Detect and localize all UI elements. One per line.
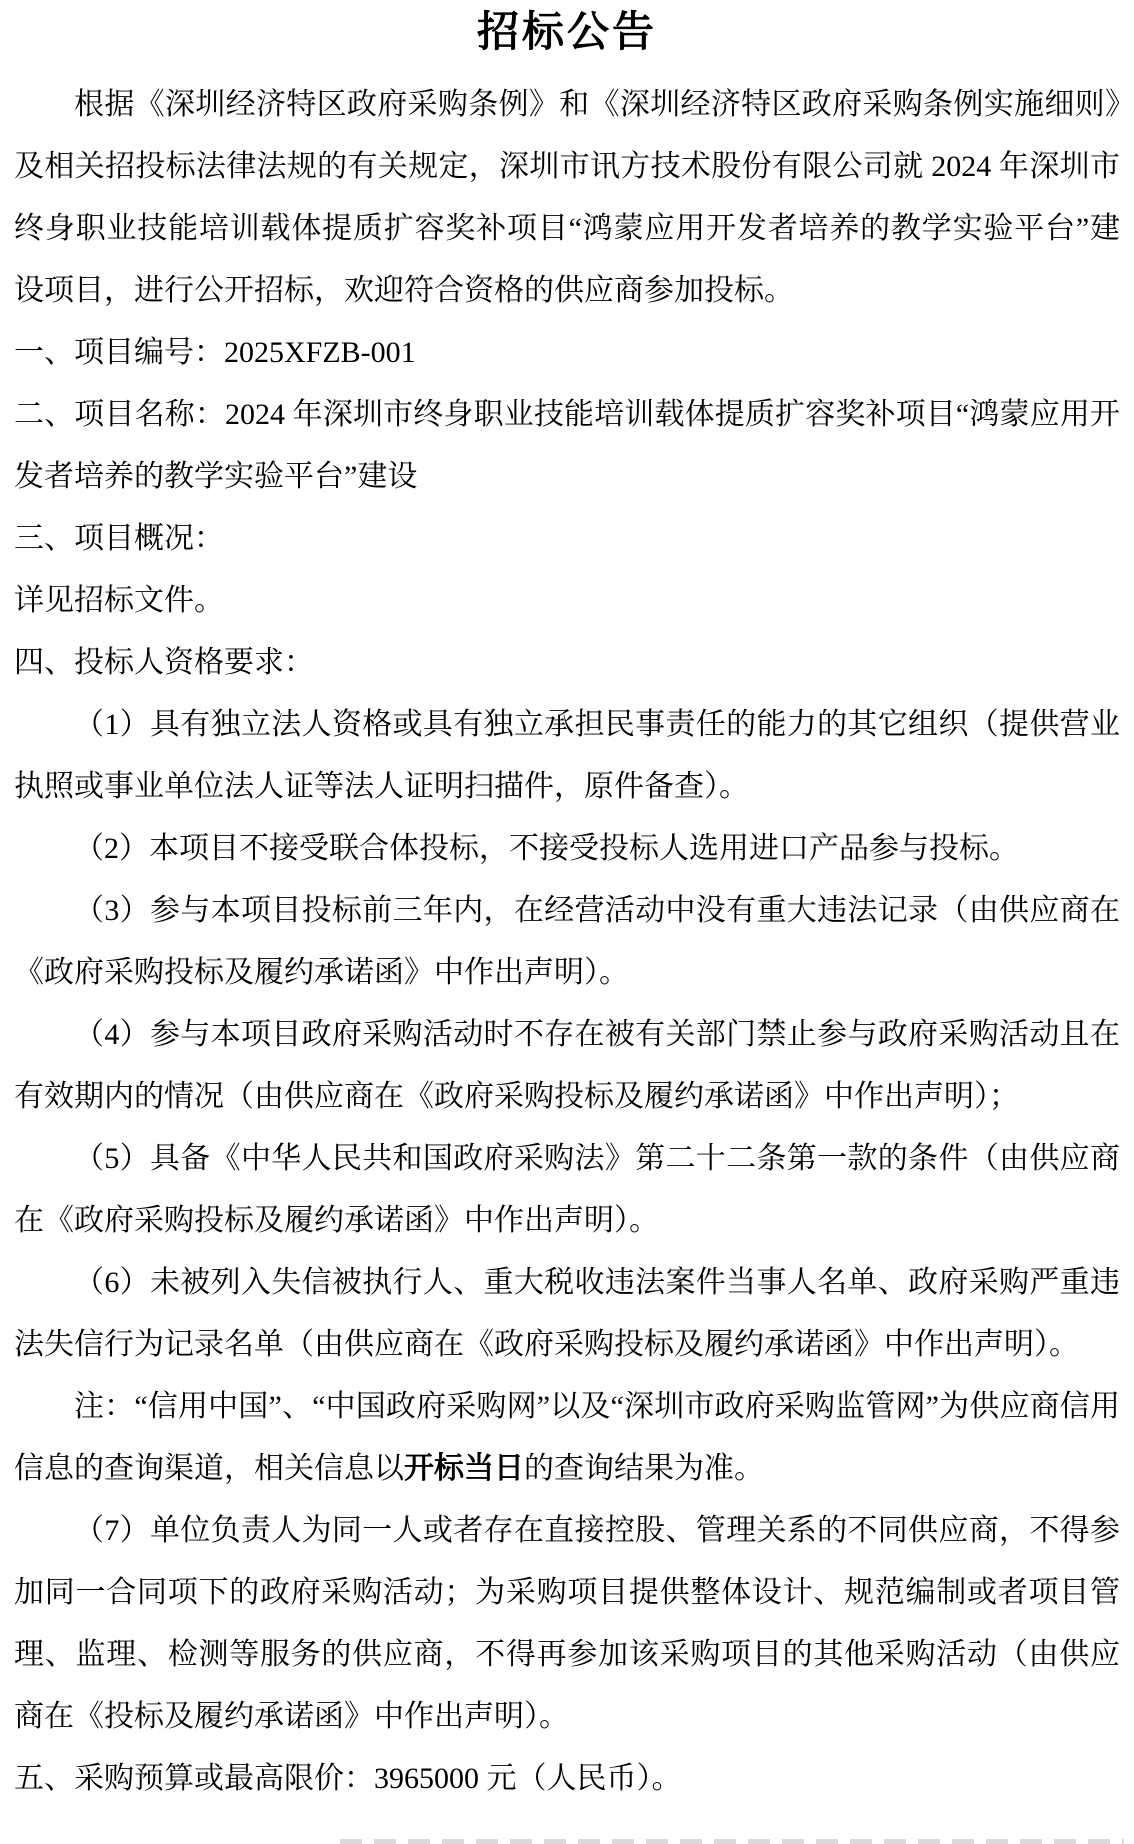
page-title: 招标公告 — [476, 10, 657, 56]
requirement-item-2: （2）本项目不接受联合体投标，不接受投标人选用进口产品参与投标。 — [74, 832, 1019, 865]
requirement-item-3: （3）参与本项目投标前三年内，在经营活动中没有重大违法记录（由供应商在《政府采购投标及履约承诺函》中作出声明）。 — [14, 894, 1120, 989]
section-project-name: 二、项目名称：2024 年深圳市终身职业技能培训载体提质扩容奖补项目“鸿蒙应用开发者培养的教学实验平台”建设 — [14, 398, 1120, 493]
credit-info-note-post: 的查询结果为准。 — [524, 1452, 764, 1485]
section-budget: 五、采购预算或最高限价：3965000 元（人民币）。 — [14, 1762, 682, 1795]
section-project-overview: 三、项目概况： — [14, 522, 224, 555]
credit-info-note — [14, 1376, 1120, 1500]
credit-info-note-pre: 注：“信用中国”、“中国政府采购网”以及“深圳市政府采购监管网”为供应商信用信息的查询渠道，相关信息以 — [14, 1390, 1120, 1485]
clipped-next-line — [340, 1839, 1124, 1844]
overview-detail: 详见招标文件。 — [14, 584, 224, 617]
requirement-item-4: （4）参与本项目政府采购活动时不存在被有关部门禁止参与政府采购活动且在有效期内的情况（由供应商在《政府采购投标及履约承诺函》中作出声明）； — [14, 1018, 1120, 1113]
section-bidder-qualification: 四、投标人资格要求： — [14, 646, 314, 679]
requirement-item-6: （6）未被列入失信被执行人、重大税收违法案件当事人名单、政府采购严重违法失信行为记录名单（由供应商在《政府采购投标及履约承诺函》中作出声明）。 — [14, 1266, 1120, 1361]
requirement-item-7: （7）单位负责人为同一人或者存在直接控股、管理关系的不同供应商，不得参加同一合同项下的政府采购活动；为采购项目提供整体设计、规范编制或者项目管理、监理、检测等服务的供应商，不得再参加该采购项目的其他采购活动（由供应商在《投标及履约承诺函》中作出声明）。 — [14, 1514, 1120, 1733]
section-project-number: 一、项目编号：2025XFZB-001 — [14, 336, 416, 369]
requirement-item-5: （5）具备《中华人民共和国政府采购法》第二十二条第一款的条件（由供应商在《政府采购投标及履约承诺函》中作出声明）。 — [14, 1142, 1120, 1237]
credit-info-note-bold: 开标当日 — [404, 1452, 524, 1485]
intro-paragraph: 根据《深圳经济特区政府采购条例》和《深圳经济特区政府采购条例实施细则》及相关招投标法律法规的有关规定，深圳市讯方技术股份有限公司就 2024 年深圳市终身职业技能培训载体提质扩容奖补项目“鸿蒙应用开发者培养的教学实验平台”建设项目，进行公开招标，欢迎符合资格的供应商参加投标。 — [14, 88, 1120, 307]
requirement-item-1: （1）具有独立法人资格或具有独立承担民事责任的能力的其它组织（提供营业执照或事业单位法人证等法人证明扫描件，原件备查）。 — [14, 708, 1120, 803]
